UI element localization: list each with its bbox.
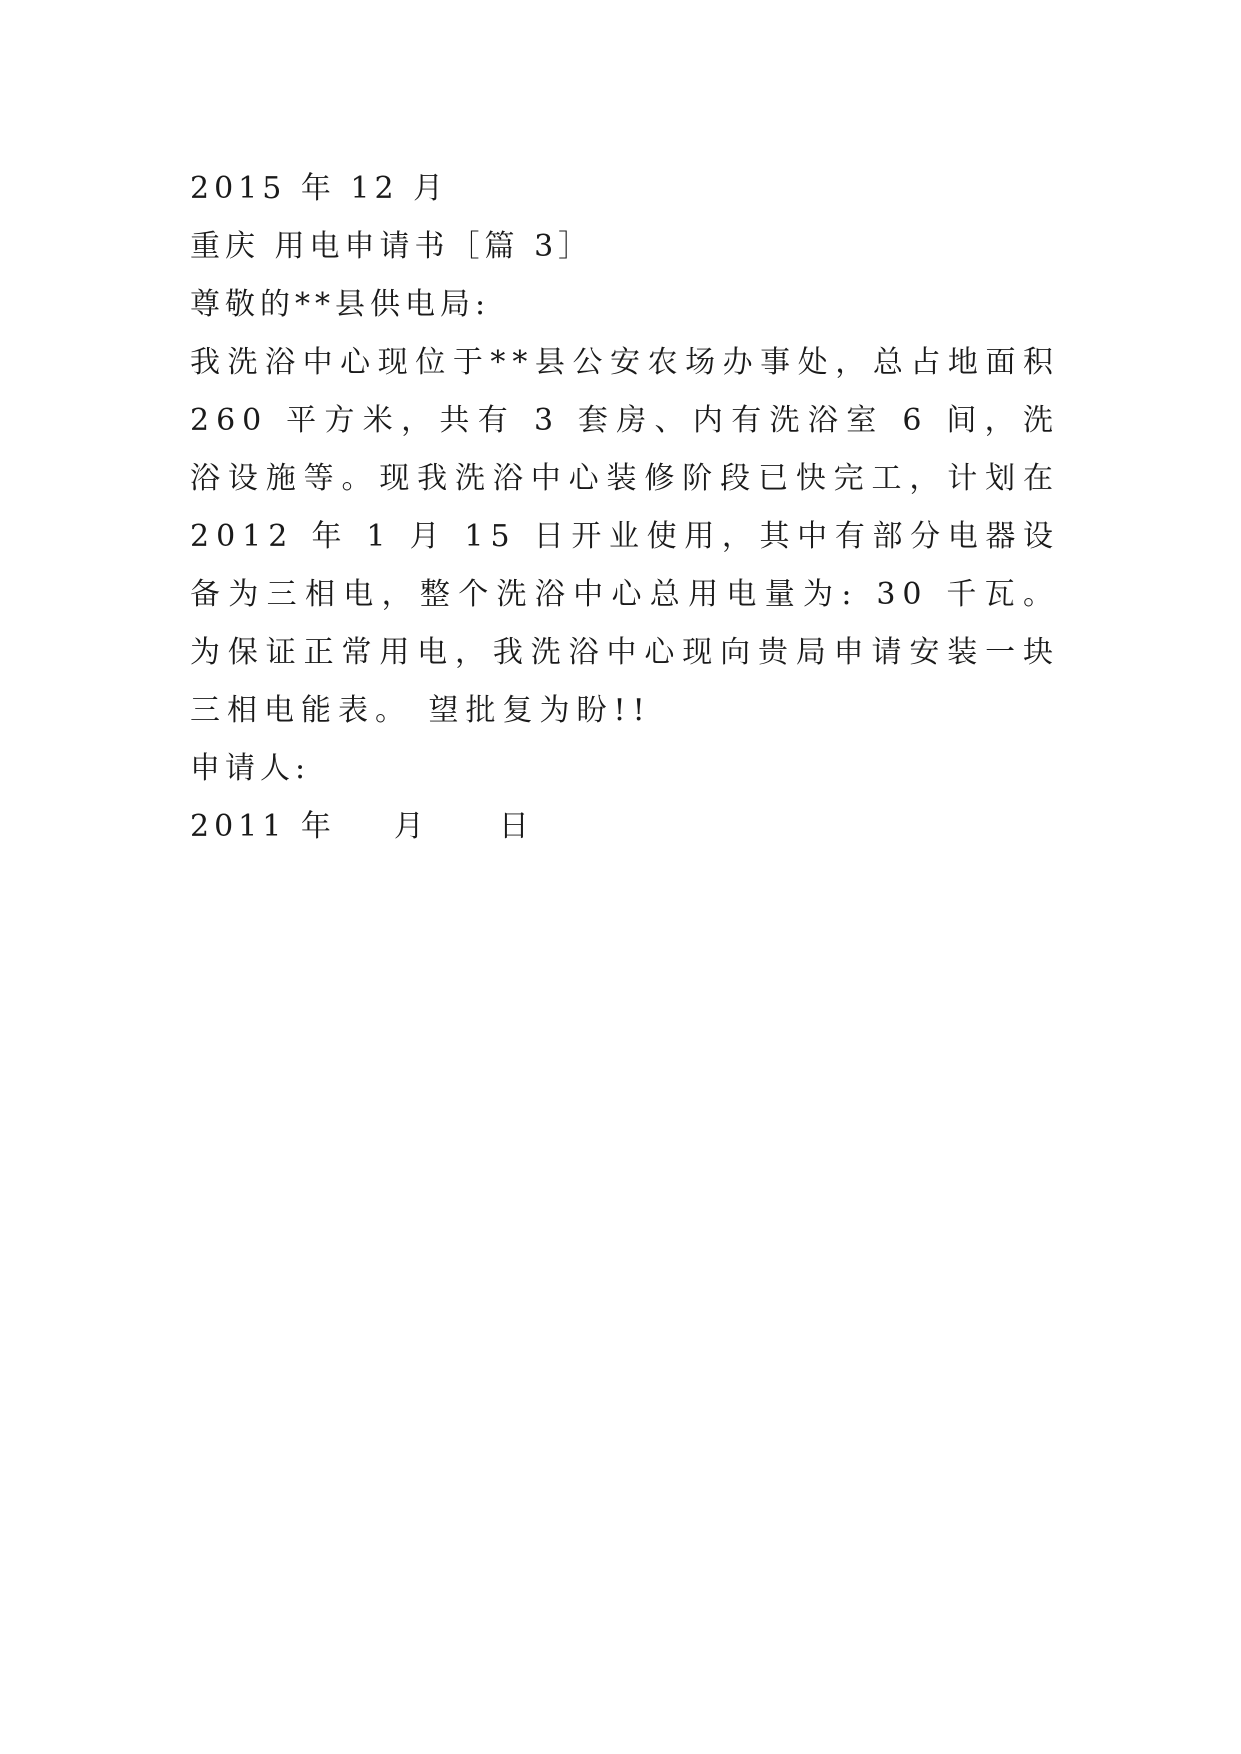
sign-month: 月 [393,809,429,844]
salutation: 尊敬的**县供电局: [190,287,491,322]
document-title: 重庆 用电申请书［篇 3］ [190,229,594,264]
sign-day: 日 [498,809,534,844]
signature-date [190,798,1060,856]
applicant-label: 申请人: [190,751,311,786]
sign-year: 2011 年 [190,809,336,844]
top-date: 2015 年 12 月 [190,171,449,206]
body-paragraph: 我洗浴中心现位于**县公安农场办事处，总占地面积 260 平方米，共有 3 套房、内有洗浴室 6 间，洗浴设施等。现我洗浴中心装修阶段已快完工，计划在 2012 年 1 月 15 日开业使用，其中有部分电器设备为三相电，整个洗浴中心总用电量为: 30 千瓦。为保证正常用电，我洗浴中心现向贵局申请安装一块三相电能表。 望批复为盼!! [190,345,1060,728]
document-content [190,160,1060,856]
